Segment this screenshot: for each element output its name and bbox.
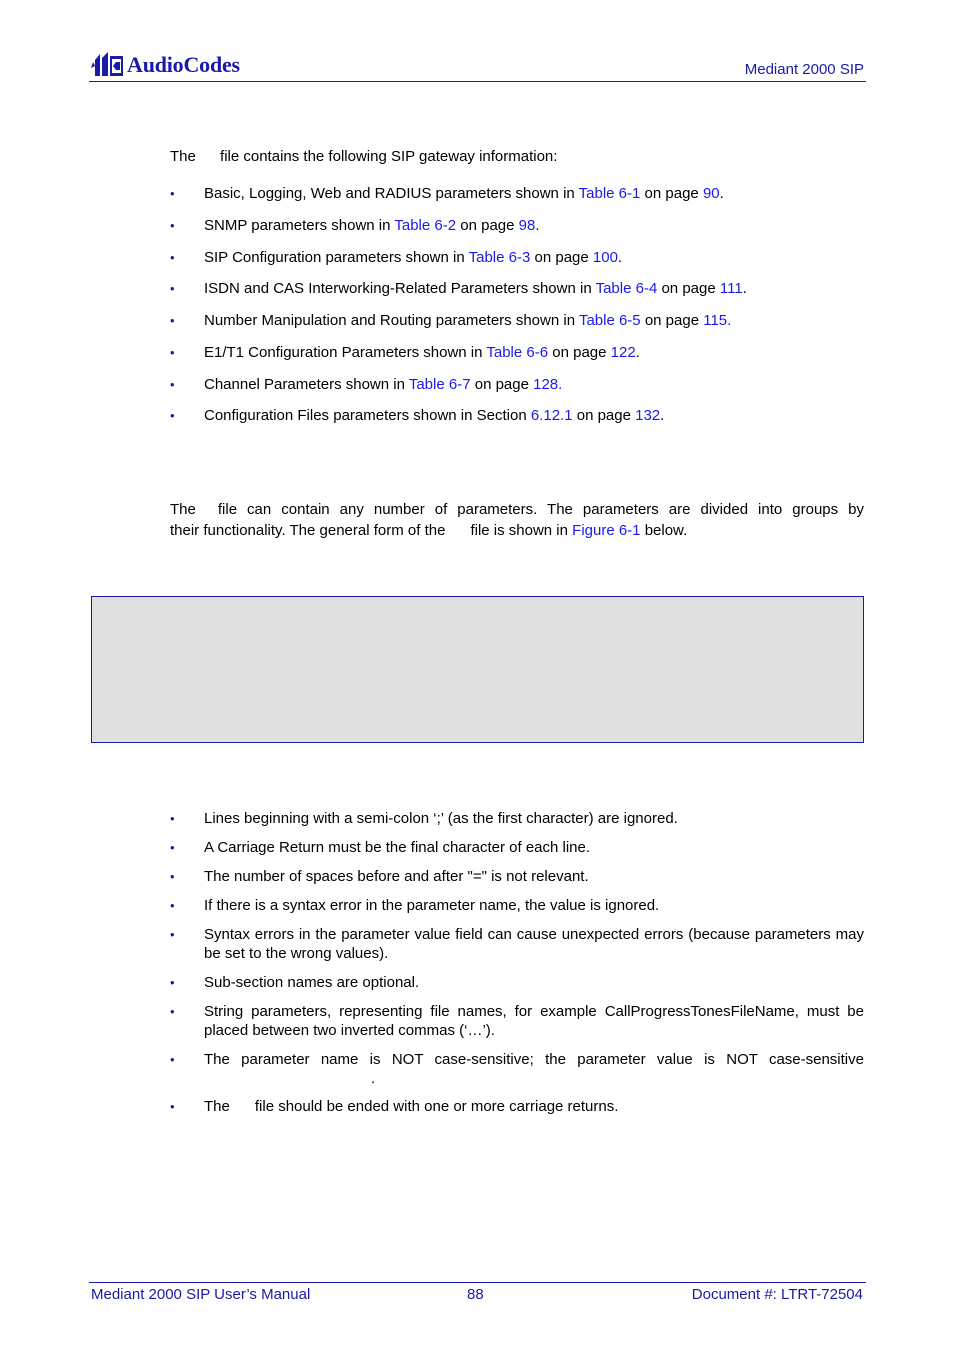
rules-list-text [204, 809, 864, 828]
info-pre: Channel Parameters shown in [204, 376, 409, 393]
intro-rest: file contains the following SIP gateway information: [220, 148, 558, 165]
page-link[interactable]: 98 [518, 217, 536, 234]
info-mid: on page [548, 344, 611, 361]
page-link[interactable]: 100 [592, 249, 618, 266]
info-list-text [204, 343, 864, 362]
info-mid: on page [572, 407, 636, 424]
info-mid: on page [456, 217, 519, 234]
page-link[interactable]: 90 [702, 185, 720, 202]
bullet-icon: • [170, 1052, 175, 1067]
bullet-icon: • [170, 927, 175, 942]
footer-rule [89, 1282, 866, 1283]
info-pre: SIP Configuration parameters shown in [204, 249, 469, 266]
info-pre: Number Manipulation and Routing parameters shown in [204, 312, 579, 329]
footer-document-number: Document #: LTRT-72504 [691, 1286, 863, 1303]
info-pre: E1/T1 Configuration Parameters shown in [204, 344, 487, 361]
footer-page-number: 88 [467, 1286, 484, 1303]
bullet-icon: • [170, 345, 175, 360]
rules-list-text [204, 896, 864, 915]
rules-list-text [204, 1097, 864, 1116]
structure-line2-c: below. [640, 522, 688, 539]
info-mid: on page [640, 312, 704, 329]
structure-line2-a: their functionality. The general form of the [170, 522, 446, 539]
bullet-icon: • [170, 408, 175, 423]
bullet-icon: • [170, 186, 175, 201]
info-mid: on page [640, 185, 703, 202]
figure-6-1-link[interactable]: Figure 6-1 [572, 522, 641, 539]
rules-list-text [204, 1050, 864, 1069]
page-link[interactable]: 115. [703, 312, 732, 329]
rules-list-text [204, 973, 864, 992]
structure-line2-b: file is shown in [470, 522, 573, 539]
rule-text: The number of spaces before and after "=" is not relevant. [204, 868, 589, 885]
info-list-text [204, 279, 864, 298]
page-link[interactable]: 111 [719, 280, 743, 297]
rules-list-text [204, 867, 864, 886]
rule-9-rest: file should be ended with one or more carriage returns. [254, 1098, 619, 1115]
structure-line-2 [170, 520, 687, 541]
bullet-icon: • [170, 218, 175, 233]
table-link[interactable]: Table 6-5 [578, 312, 641, 329]
bullet-icon: • [170, 1004, 175, 1019]
info-pre: SNMP parameters shown in [204, 217, 395, 234]
header-rule [89, 81, 866, 82]
structure-line-1 [170, 499, 864, 520]
rules-list-text [204, 925, 864, 963]
bullet-icon: • [170, 250, 175, 265]
table-link[interactable]: Table 6-2 [394, 217, 457, 234]
page-link[interactable]: 128. [533, 376, 563, 393]
info-list-text [204, 406, 864, 425]
table-link[interactable]: Table 6-3 [468, 249, 531, 266]
audiocodes-logo-icon [89, 48, 125, 78]
info-post: . [617, 249, 623, 266]
header-product: Mediant 2000 SIP [744, 61, 864, 78]
structure-line1-text: file can contain any number of parameters. The parameters are divided into groups by [217, 501, 864, 518]
rule-8-tail: . [371, 1070, 376, 1087]
rule-text: Syntax errors in the parameter value field can cause unexpected errors (because parameters may be set to the wrong values). [204, 926, 864, 962]
info-list-text [204, 248, 864, 267]
info-mid: on page [530, 249, 593, 266]
bullet-icon: • [170, 1099, 175, 1114]
rule-text: A Carriage Return must be the final character of each line. [204, 839, 591, 856]
info-list-text [204, 375, 864, 394]
rules-list-text [204, 838, 864, 857]
logo [89, 48, 254, 78]
table-link[interactable]: Table 6-6 [486, 344, 549, 361]
info-post: . [660, 407, 665, 424]
info-post: . [719, 185, 724, 202]
page-link[interactable]: 132 [635, 407, 661, 424]
bullet-icon: • [170, 898, 175, 913]
figure-6-1-box [91, 596, 864, 743]
table-link[interactable]: Table 6-1 [578, 185, 641, 202]
page-link[interactable]: 122 [610, 344, 636, 361]
bullet-icon: • [170, 840, 175, 855]
structure-the: The [170, 501, 196, 518]
info-mid: on page [470, 376, 534, 393]
bullet-icon: • [170, 869, 175, 884]
logo-wordmark: AudioCodes [127, 52, 240, 77]
footer-manual-title: Mediant 2000 SIP User’s Manual [91, 1286, 311, 1303]
rule-text: Sub-section names are optional. [204, 974, 420, 991]
bullet-icon: • [170, 377, 175, 392]
table-link[interactable]: 6.12.1 [530, 407, 573, 424]
info-pre: ISDN and CAS Interworking-Related Parameters shown in [204, 280, 596, 297]
intro-the: The [170, 148, 196, 165]
table-link[interactable]: Table 6-4 [595, 280, 658, 297]
rules-list-text [204, 1002, 864, 1040]
rule-text: The parameter name is NOT case-sensitive; the parameter value is NOT case-sensitive [204, 1051, 864, 1068]
bullet-icon: • [170, 313, 175, 328]
info-post: . [535, 217, 540, 234]
info-list-text [204, 311, 864, 330]
rule-text: Lines beginning with a semi-colon ‘;’ (as the first character) are ignored. [204, 810, 678, 827]
info-post: . [635, 344, 640, 361]
rule-text: String parameters, representing file names, for example CallProgressTonesFileName, must be placed between two inverted commas (‘…’). [204, 1003, 864, 1039]
info-post: . [742, 280, 747, 297]
info-pre: Basic, Logging, Web and RADIUS parameters shown in [204, 185, 579, 202]
table-link[interactable]: Table 6-7 [408, 376, 471, 393]
bullet-icon: • [170, 811, 175, 826]
intro-line [170, 147, 557, 166]
info-list-text [204, 184, 864, 203]
info-list-text [204, 216, 864, 235]
info-pre: Configuration Files parameters shown in Section [204, 407, 531, 424]
rule-text: The [204, 1098, 230, 1115]
bullet-icon: • [170, 975, 175, 990]
bullet-icon: • [170, 281, 175, 296]
rule-text: If there is a syntax error in the parameter name, the value is ignored. [204, 897, 660, 914]
info-mid: on page [657, 280, 720, 297]
